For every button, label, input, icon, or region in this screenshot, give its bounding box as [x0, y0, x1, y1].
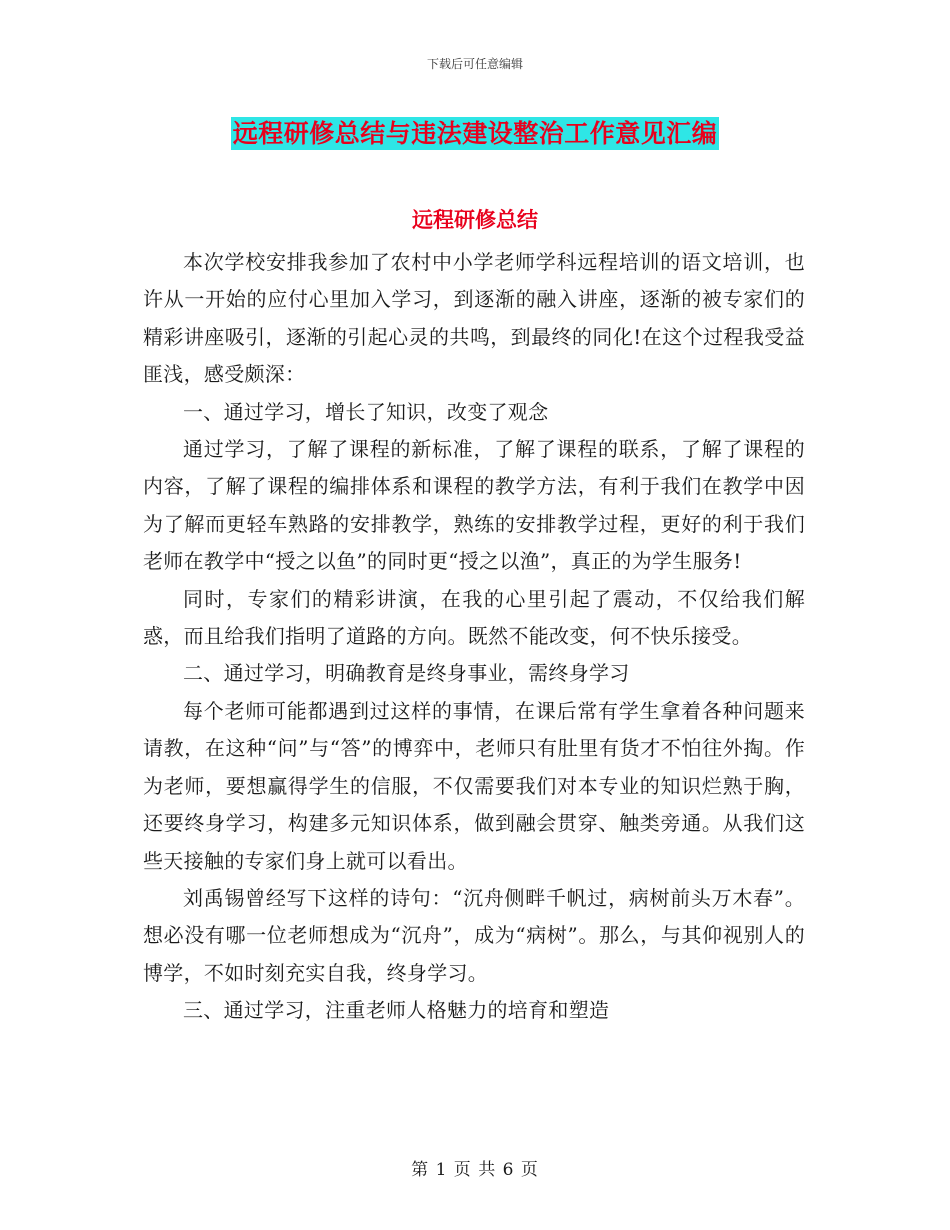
section-title: 远程研修总结 — [412, 207, 538, 232]
paragraph: 每个老师可能都遇到过这样的事情，在课后常有学生拿着各种问题来请教，在这种“问”与“答”的博弈中，老师只有肚里有货才不怕往外掏。作为老师，要想赢得学生的信服，不仅需要我们对本专业的知识烂熟于胸，还要终身学习，构建多元知识体系，做到融会贯穿、触类旁通。从我们这些天接触的专家们身上就可以看出。 — [143, 698, 805, 873]
paragraph-heading: 一、通过学习，增长了知识，改变了观念 — [183, 399, 549, 424]
paragraph: 刘禹锡曾经写下这样的诗句：“沉舟侧畔千帆过，病树前头万木春”。想必没有哪一位老师想成为“沉舟”，成为“病树”。那么，与其仰视别人的博学，不如时刻充实自我，终身学习。 — [143, 885, 805, 985]
paragraph-heading: 三、通过学习，注重老师人格魅力的培育和塑造 — [183, 998, 610, 1023]
paragraph-heading: 二、通过学习，明确教育是终身事业，需终身学习 — [183, 661, 630, 686]
paragraph: 通过学习，了解了课程的新标准，了解了课程的联系，了解了课程的内容，了解了课程的编排体系和课程的教学方法，有利于我们在教学中因为了解而更轻车熟路的安排教学，熟练的安排教学过程，更好的利于我们老师在教学中“授之以鱼”的同时更“授之以渔”，真正的为学生服务! — [143, 437, 805, 574]
paragraph: 同时，专家们的精彩讲演，在我的心里引起了震动，不仅给我们解惑，而且给我们指明了道路的方向。既然不能改变，何不快乐接受。 — [143, 586, 805, 649]
paragraph: 本次学校安排我参加了农村中小学老师学科远程培训的语文培训，也许从一开始的应付心里加入学习，到逐渐的融入讲座，逐渐的被专家们的精彩讲座吸引，逐渐的引起心灵的共鸣，到最终的同化!在这个过程我受益匪浅，感受颇深： — [143, 250, 805, 387]
page-footer: 第 1 页 共 6 页 — [411, 1160, 539, 1180]
document-title-text: 远程研修总结与违法建设整治工作意见汇编 — [232, 119, 718, 148]
document-body — [143, 244, 805, 1030]
document-title — [0, 114, 950, 150]
page-header: 下载后可任意编辑 — [426, 57, 523, 71]
